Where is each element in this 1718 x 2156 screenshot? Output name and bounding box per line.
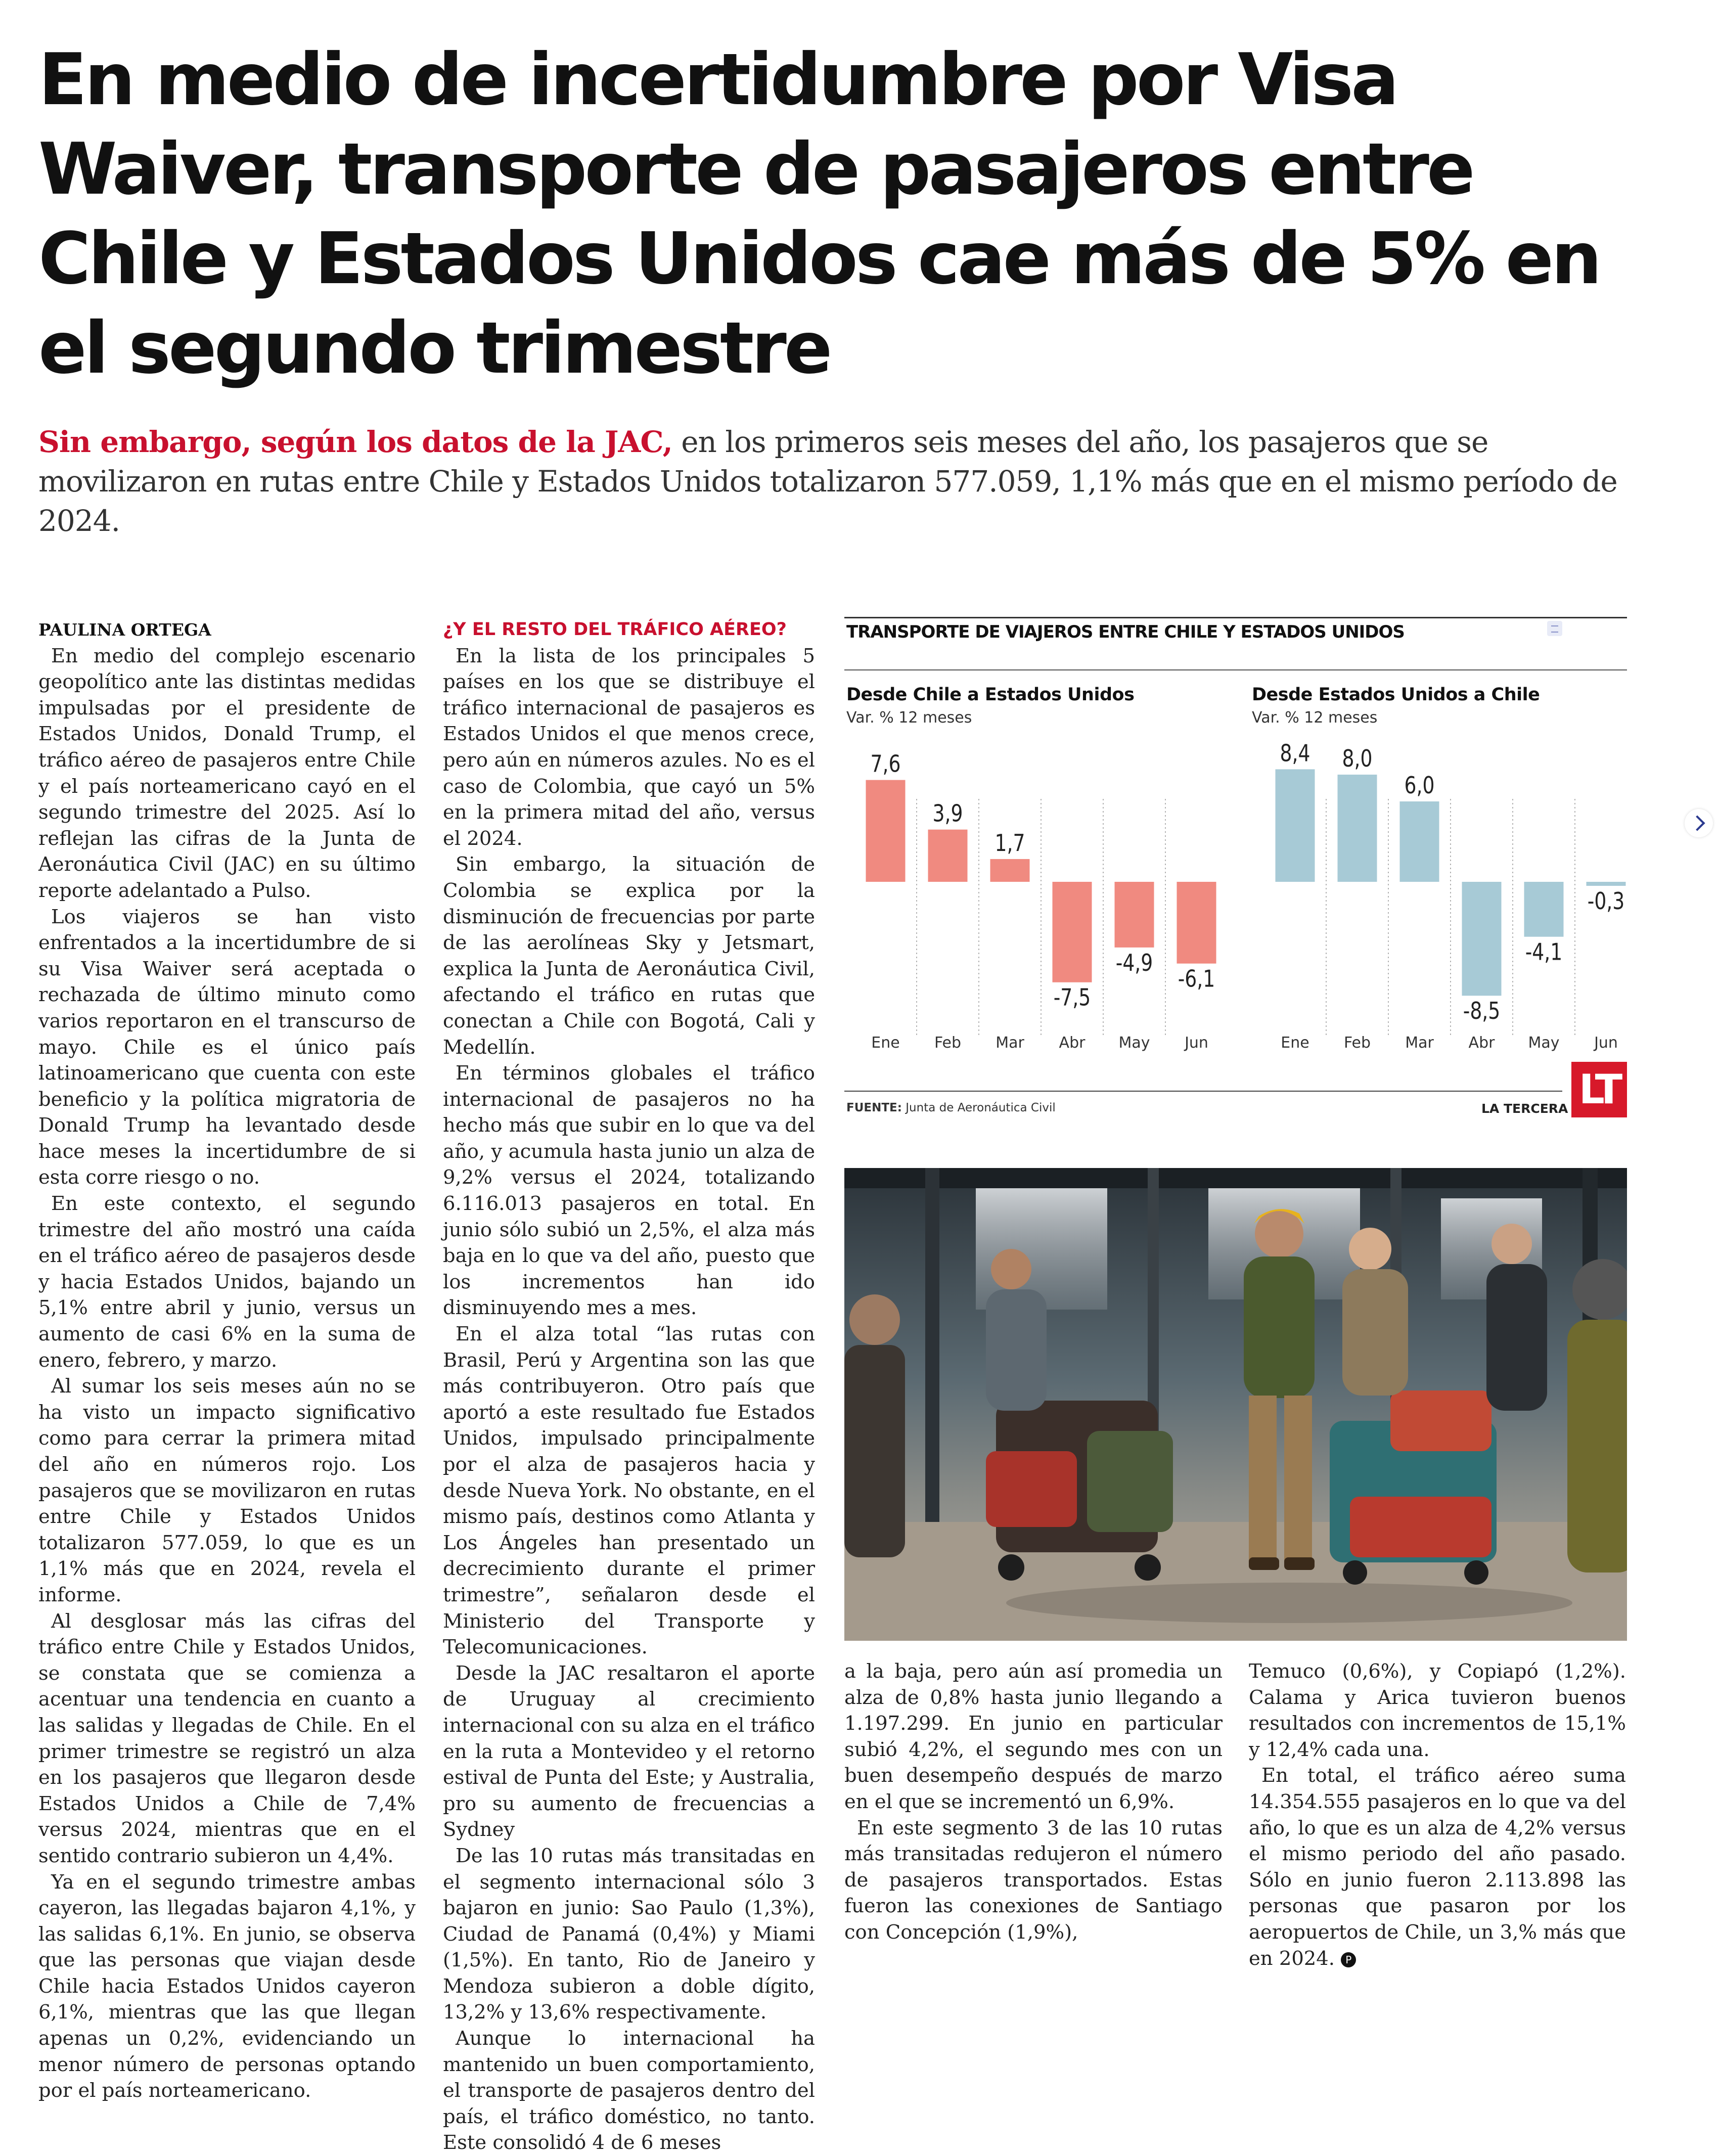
category-label: Jun	[1185, 1034, 1208, 1052]
bar-abr	[1053, 882, 1092, 982]
category-label: May	[1118, 1034, 1150, 1052]
bar-ene	[1276, 769, 1315, 882]
deck	[38, 422, 1656, 541]
la-tercera-logo: LT	[1571, 1062, 1627, 1117]
article-column-4	[1249, 1658, 1626, 1971]
bar-may	[1115, 882, 1154, 948]
paragraph	[1249, 1763, 1626, 1971]
infographic	[844, 617, 1627, 1122]
data-label: -8,5	[1463, 997, 1501, 1025]
data-label: -6,1	[1178, 965, 1215, 993]
headline: En medio de incertidumbre por Visa Waiver, transporte de pasajeros entre Chile y Estados Unidos cae más de 5% en el segundo trimestre	[38, 38, 1600, 390]
article-column-1	[38, 617, 416, 2104]
byline: PAULINA ORTEGA	[38, 620, 211, 640]
paragraph: En este segmento 3 de las 10 rutas más transitadas redujeron el número de pasajeros transportados. Estas fueron las conexiones de Santiago con Concepción (1,9%),	[844, 1816, 1223, 1944]
paragraph: Aunque lo internacional ha mantenido un buen comportamiento, el transporte de pasajeros dentro del país, el tráfico doméstico, no tanto. Este consolidó 4 de 6 meses	[443, 2027, 815, 2154]
bar-abr	[1462, 882, 1502, 996]
category-label: Mar	[1405, 1034, 1434, 1052]
bar-mar	[990, 859, 1030, 882]
category-label: May	[1528, 1034, 1560, 1052]
data-label: -7,5	[1053, 984, 1091, 1011]
data-label: 3,9	[932, 800, 963, 827]
source-text: Junta de Aeronáutica Civil	[901, 1101, 1056, 1114]
bar-feb	[1338, 775, 1377, 882]
data-label: -0,3	[1587, 887, 1625, 915]
paragraph: Sin embargo, la situación de Colombia se explica por la disminución de frecuencias por parte de las aerolíneas Sky y Jetsmart, explica la Junta de Aeronáutica Civil, afectando el tráfico en rutas que conectan a Chile con Bogotá, Cali y Medellín.	[443, 853, 815, 1059]
paragraph: Los viajeros se han visto enfrentados a la incertidumbre de si su Visa Waiver será aceptada o rechazada de último minuto como varios reportaron en el transcurso de mayo. Chile es el único país latinoamericano que cuenta con este beneficio y la política migratoria de Donald Trump ha levantado desde hace meses la incertidumbre de si esta corre riesgo o no.	[38, 905, 416, 1189]
photo-illustration	[844, 1168, 1627, 1641]
chart-subtitle-chile-us: Var. % 12 meses	[846, 709, 972, 727]
subhead: ¿Y EL RESTO DEL TRÁFICO AÉREO?	[443, 619, 787, 640]
paragraph: Al sumar los seis meses aún no se ha visto un impacto significativo como para cerrar la primera mitad del año en números rojo. Los pasajeros que se movilizaron en rutas entre Chile y Estados Unidos totalizaron 577.059, lo que es un 1,1% más que en 2024, revela el informe.	[38, 1375, 416, 1606]
data-label: -4,9	[1115, 949, 1153, 976]
bar-jun	[1177, 882, 1216, 964]
paragraph: a la baja, pero aún así promedia un alza de 0,8% hasta junio llegando a 1.197.299. En junio en particular subió 4,2%, el segundo mes con un buen desempeño después de marzo en el que se incrementó un 6,9%.	[844, 1660, 1223, 1813]
bar-may	[1524, 882, 1564, 937]
bar-mar	[1400, 801, 1439, 882]
deck-lead: Sin embargo, según los datos de la JAC,	[38, 425, 672, 459]
bar-charts	[844, 617, 1627, 1092]
end-mark-icon: P	[1341, 1952, 1356, 1967]
source-note	[846, 1101, 1056, 1114]
data-label: 8,0	[1342, 745, 1373, 772]
data-label: -4,1	[1525, 938, 1563, 966]
bar-jun	[1587, 882, 1626, 886]
paragraph: En el alza total “las rutas con Brasil, Perú y Argentina son las que más contribuyeron. Otro país que aportó a este resultado fue Estados Unidos, impulsado principalmente por el alza de pasajeros hacia y desde Nueva York. No obstante, en el mismo país, destinos como Atlanta y Los Ángeles han presentado un decrecimiento durante el primer trimestre”, señalaron desde el Ministerio del Transporte y Telecomunicaciones.	[443, 1323, 815, 1659]
article-column-2	[443, 617, 815, 2156]
data-label: 1,7	[994, 829, 1025, 857]
article-column-3	[844, 1658, 1223, 1946]
paragraph: En términos globales el tráfico internacional de pasajeros no ha hecho más que subir en lo que va del año, y acumula hasta junio un alza de 9,2% versus el 2024, totalizando 6.116.013 pasajeros en total. En junio sólo subió un 2,5%, el alza más baja en lo que va del año, puesto que los incrementos han ido disminuyendo mes a mes.	[443, 1062, 815, 1320]
category-label: Feb	[934, 1034, 962, 1052]
deck-text: en los primeros seis meses del año, los pasajeros que se movilizaron en rutas entre Chile y Estados Unidos totalizaron 577.059, 1,1% más que en el mismo período de 2024.	[38, 425, 1617, 538]
paragraph: Al desglosar más las cifras del tráfico entre Chile y Estados Unidos, se constata que se comienza a acentuar una tendencia en cuanto a las salidas y llegadas de Chile. En el primer trimestre se registró un alza en los pasajeros que llegaron desde Estados Unidos a Chile de 7,4% versus 2024, mientras que en el sentido contrario subieron un 4,4%.	[38, 1609, 416, 1867]
airport-photo	[844, 1168, 1627, 1641]
category-label: Abr	[1468, 1034, 1495, 1052]
infographic-title: TRANSPORTE DE VIAJEROS ENTRE CHILE Y ESTADOS UNIDOS	[846, 622, 1405, 642]
paragraph: De las 10 rutas más transitadas en el segmento internacional sólo 3 bajaron en junio: Sao Paulo (1,3%), Ciudad de Panamá (0,4%) y Miami (1,5%). En tanto, Rio de Janeiro y Mendoza subieron a doble dígito, 13,2% y 13,6% respectivamente.	[443, 1844, 815, 2024]
paragraph: Temuco (0,6%), y Copiapó (1,2%). Calama y Arica tuvieron buenos resultados con incrementos de 15,1% y 12,4% cada una.	[1249, 1660, 1626, 1761]
category-label: Jun	[1594, 1034, 1618, 1052]
paragraph: En la lista de los principales 5 países en los que se distribuye el tráfico internacional de pasajeros es Estados Unidos el que menos crece, pero aún en números azules. No es el caso de Colombia, que cayó un 5% en la primera mitad del año, versus el 2024.	[443, 644, 815, 850]
chart-title-chile-us: Desde Chile a Estados Unidos	[846, 685, 1135, 705]
source-label: FUENTE:	[846, 1101, 902, 1114]
chart-title-us-chile: Desde Estados Unidos a Chile	[1252, 685, 1540, 705]
divider	[844, 1091, 1562, 1092]
paragraph: Desde la JAC resaltaron el aporte de Uruguay al crecimiento internacional con su alza en el tráfico en la ruta a Montevideo y el retorno estival de Punta del Este; y Australia, pro su aumento de frecuencias a Sydney	[443, 1661, 815, 1841]
data-label: 8,4	[1280, 739, 1310, 767]
paragraph: En medio del complejo escenario geopolítico ante las distintas medidas impulsadas por el presidente de Estados Unidos, Donald Trump, el tráfico aéreo de pasajeros entre Chile y el país norteamericano cayó en el segundo trimestre del 2025. Así lo reflejan las cifras de la Junta de Aeronáutica Civil (JAC) en su último reporte adelantado a Pulso.	[38, 644, 416, 902]
bar-feb	[928, 830, 968, 882]
category-label: Feb	[1343, 1034, 1371, 1052]
category-label: Mar	[996, 1034, 1024, 1052]
paragraph-text: En total, el tráfico aéreo suma 14.354.555 pasajeros en lo que va del año, lo que es un alza de 4,2% versus el mismo periodo del año pasado. Sólo en junio fueron 2.113.898 las personas que pasaron por los aeropuertos de Chile, un 3,% más que en 2024.	[1249, 1764, 1626, 1970]
next-page-arrow-icon[interactable]	[1685, 809, 1713, 837]
data-label: 7,6	[870, 750, 901, 778]
data-label: 6,0	[1404, 772, 1435, 799]
chart-subtitle-us-chile: Var. % 12 meses	[1252, 709, 1378, 727]
paragraph: En este contexto, el segundo trimestre del año mostró una caída en el tráfico aéreo de pasajeros desde y hacia Estados Unidos, bajando un 5,1% entre abril y junio, versus un aumento de casi 6% en la suma de enero, febrero, y marzo.	[38, 1192, 416, 1372]
paragraph: Ya en el segundo trimestre ambas cayeron, las llegadas bajaron 4,1%, y las salidas 6,1%. En junio, se observa que las personas que viajan desde Chile hacia Estados Unidos cayeron 6,1%, mientras que las que llegan apenas un 0,2%, evidenciando un menor número de personas optando por el país norteamericano.	[38, 1870, 416, 2102]
category-label: Ene	[871, 1034, 900, 1052]
category-label: Ene	[1281, 1034, 1309, 1052]
brand-name: LA TERCERA	[1481, 1101, 1568, 1116]
bar-ene	[866, 780, 906, 882]
category-label: Abr	[1059, 1034, 1086, 1052]
